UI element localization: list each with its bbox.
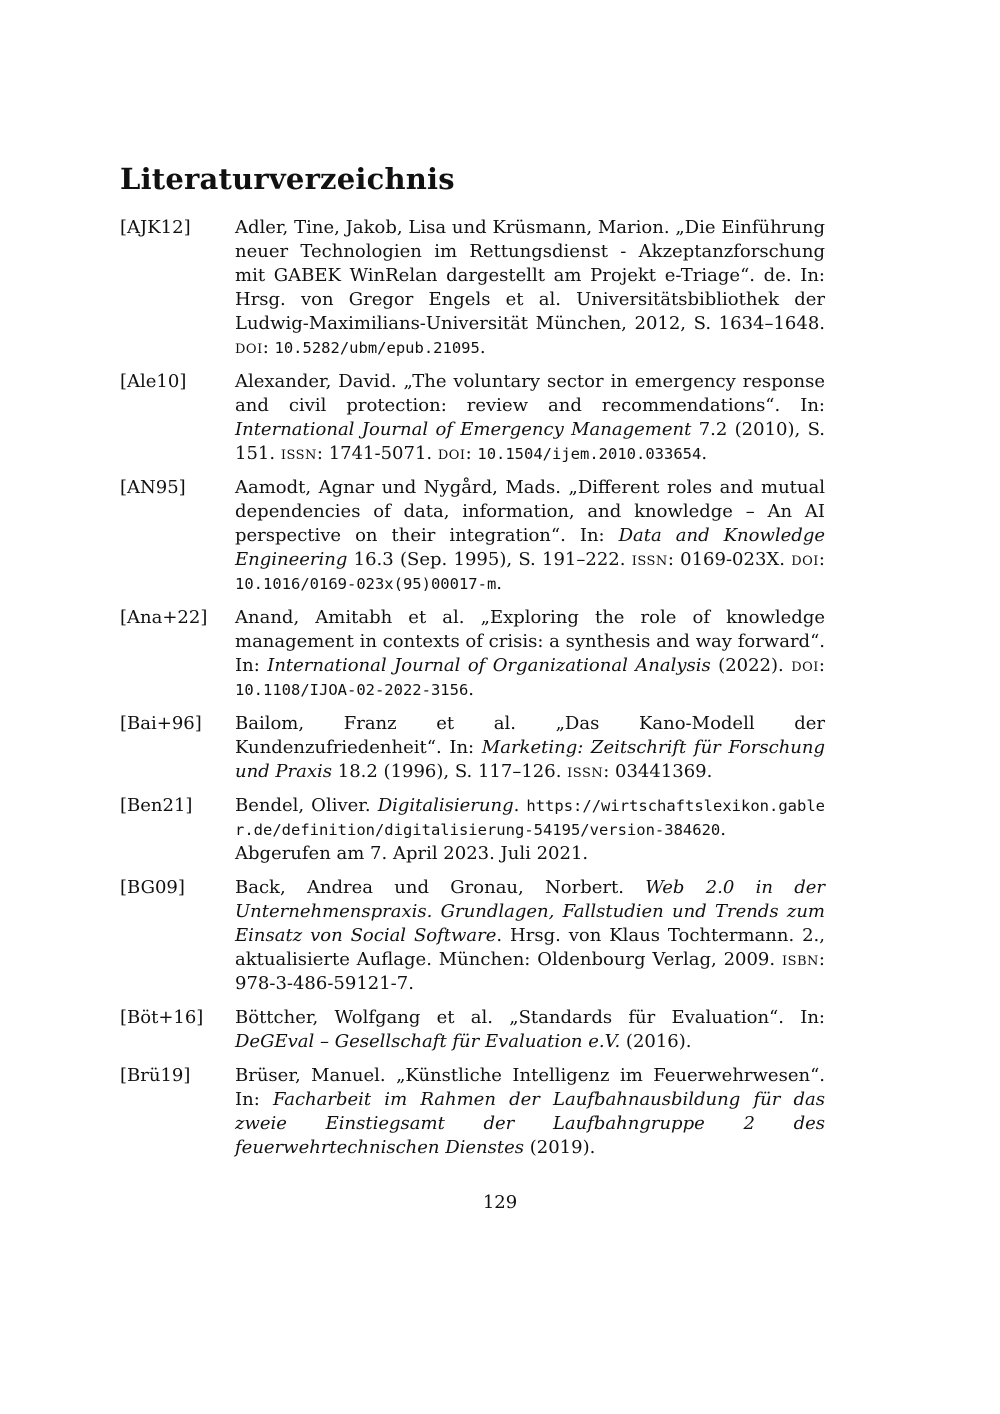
bib-text: Facharbeit im Rahmen der Laufbahnausbildung für das zweie Einstiegsamt der Laufbahngruppe 2 des feuerwehrtechnischen Dienstes	[235, 1089, 825, 1158]
bib-text: (2022).	[710, 655, 792, 676]
bib-key: [Ale10]	[120, 371, 187, 392]
bib-text: Digitalisierung	[377, 795, 514, 816]
bib-link: 10.5282/ubm/epub.21095	[274, 339, 480, 357]
bib-text: Marketing: Zeitschrift für Forschung und Praxis	[235, 737, 825, 782]
bib-reference	[235, 606, 825, 702]
bib-text: Back, Andrea und Gronau, Norbert.	[235, 877, 646, 898]
bib-key: [AN95]	[120, 477, 186, 498]
bib-entry	[120, 1064, 825, 1160]
bib-text: 16.3 (Sep. 1995), S. 191–222.	[347, 549, 632, 570]
bib-text: :	[262, 337, 275, 358]
bib-text: .	[513, 795, 527, 816]
bib-text: 18.2 (1996), S. 117–126.	[332, 761, 568, 782]
bib-field-label: issn	[280, 443, 317, 464]
bib-reference	[235, 370, 825, 466]
bib-entry	[120, 712, 825, 784]
bib-text: : 978-3-486-59121-7.	[235, 949, 825, 994]
bib-text: Data and Knowledge Engineering	[235, 525, 825, 570]
bib-text: . Hrsg. von Klaus Tochtermann. 2., aktualisierte Auflage. München: Oldenbourg Verlag, 2009.	[235, 925, 825, 970]
bib-text: .	[701, 443, 708, 464]
bib-reference	[235, 876, 825, 996]
bib-text: Böttcher, Wolfgang et al. „Standards für Evaluation“. In:	[235, 1007, 825, 1028]
bib-text: International Journal of Organizational Analysis	[267, 655, 711, 676]
bib-text: : 0169-023X.	[667, 549, 792, 570]
bib-key: [Böt+16]	[120, 1007, 204, 1028]
bib-key: [BG09]	[120, 877, 185, 898]
bib-entry	[120, 606, 825, 702]
bib-reference	[235, 794, 825, 866]
bib-field-label: isbn	[781, 949, 819, 970]
bib-reference	[235, 1006, 825, 1054]
bib-entry	[120, 216, 825, 360]
bib-key: [Bai+96]	[120, 713, 202, 734]
page-number: 129	[482, 1192, 518, 1213]
bib-text: .	[496, 573, 503, 594]
bib-field-label: issn	[567, 761, 604, 782]
bib-text: : 03441369.	[603, 761, 713, 782]
bib-text: Web 2.0 in der Unternehmenspraxis. Grundlagen, Fallstudien und Trends zum Einsatz von Social Software	[235, 877, 825, 946]
bib-text: : 1741-5071.	[316, 443, 438, 464]
bib-text: Bailom, Franz et al. „Das Kano-Modell der Kundenzufriedenheit“. In:	[235, 713, 825, 758]
bib-text: (2016).	[620, 1031, 692, 1052]
bib-link: https://wirtschaftslexikon.gabler.de/definition/digitalisierung-54195/version-384620	[235, 797, 825, 839]
bib-text: (2019).	[524, 1137, 596, 1158]
bib-field-label: doi	[437, 443, 466, 464]
bib-text: :	[818, 549, 825, 570]
bib-key: [AJK12]	[120, 217, 191, 238]
bib-entry	[120, 794, 825, 866]
bib-text: :	[818, 655, 825, 676]
bib-key: [Brü19]	[120, 1065, 191, 1086]
bib-key: [Ben21]	[120, 795, 193, 816]
bib-reference	[235, 1064, 825, 1160]
bib-field-label: doi	[791, 655, 819, 676]
bib-link: 10.1108/IJOA-02-2022-3156	[235, 681, 469, 699]
bib-text: 7.2 (2010), S. 151.	[235, 419, 825, 464]
bib-entry	[120, 476, 825, 596]
bib-text: DeGEval – Gesellschaft für Evaluation e.V.	[235, 1031, 621, 1052]
bib-link: 10.1504/ijem.2010.033654	[477, 445, 702, 463]
bib-text: Adler, Tine, Jakob, Lisa und Krüsmann, Marion. „Die Einführung neuer Technologien im Rettungsdienst - Akzeptanzforschung mit GABEK WinRelan dargestellt am Projekt e-Triage“. de. In: Hrsg. von Gregor Engels et al. Universitätsbibliothek der Ludwig-Maximilians-Universität München, 2012, S. 1634–1648.	[235, 217, 825, 334]
bib-field-label: doi	[235, 337, 263, 358]
bib-entry	[120, 1006, 825, 1054]
bib-key: [Ana+22]	[120, 607, 208, 628]
bib-text: Anand, Amitabh et al. „Exploring the role of knowledge management in contexts of crisis: a synthesis and way forward“. In:	[235, 607, 825, 676]
bib-reference	[235, 712, 825, 784]
bib-text: Alexander, David. „The voluntary sector in emergency response and civil protection: review and recommendations“. In:	[235, 371, 825, 416]
bib-text: .	[468, 679, 475, 700]
page-title: Literaturverzeichnis	[120, 162, 455, 196]
bibliography-list	[120, 216, 825, 1170]
bib-text: Bendel, Oliver.	[235, 795, 378, 816]
bib-text: Aamodt, Agnar und Nygård, Mads. „Different roles and mutual dependencies of data, information, and knowledge – An AI perspective on their integration“. In:	[235, 477, 825, 546]
bib-entry	[120, 370, 825, 466]
bib-text: .	[479, 337, 486, 358]
bib-reference	[235, 216, 825, 360]
bib-entry	[120, 876, 825, 996]
bib-field-label: doi	[791, 549, 819, 570]
bib-text: International Journal of Emergency Management	[235, 419, 692, 440]
bib-text: . Abgerufen am 7. April 2023. Juli 2021.	[235, 819, 726, 864]
bib-reference	[235, 476, 825, 596]
bib-link: 10.1016/0169-023x(95)00017-m	[235, 575, 497, 593]
bib-text: Brüser, Manuel. „Künstliche Intelligenz im Feuerwehrwesen“. In:	[235, 1065, 825, 1110]
bib-text: :	[465, 443, 478, 464]
bib-field-label: issn	[631, 549, 668, 570]
